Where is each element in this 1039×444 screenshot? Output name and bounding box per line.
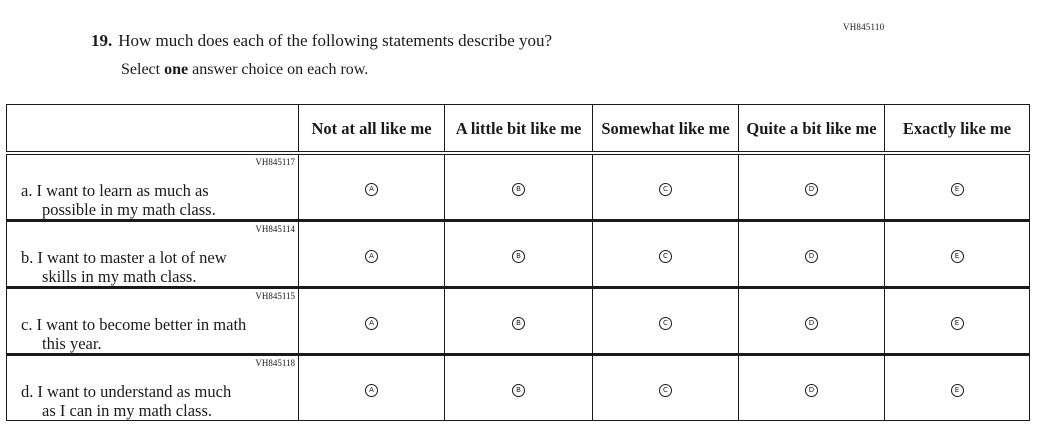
answer-bubble-a[interactable]: A bbox=[365, 384, 378, 397]
answer-bubble-e[interactable]: E bbox=[951, 384, 964, 397]
choice-cell bbox=[739, 221, 885, 288]
choice-cell bbox=[445, 153, 593, 221]
statement-cell bbox=[7, 355, 299, 421]
instruction-pre: Select bbox=[121, 61, 165, 78]
answer-bubble-c[interactable]: C bbox=[659, 250, 672, 263]
header-blank-cell bbox=[7, 105, 299, 154]
column-header: A little bit like me bbox=[445, 105, 593, 154]
item-code: VH845110 bbox=[843, 22, 885, 32]
instruction-post: answer choice on each row. bbox=[188, 61, 369, 78]
statement-text-line1: I want to understand as much bbox=[37, 382, 232, 401]
row-item-code: VH845115 bbox=[255, 291, 295, 301]
choice-cell bbox=[445, 221, 593, 288]
answer-bubble-d[interactable]: D bbox=[805, 317, 818, 330]
choice-cell bbox=[593, 221, 739, 288]
choice-cell bbox=[299, 221, 445, 288]
answer-bubble-b[interactable]: B bbox=[512, 183, 525, 196]
choice-cell bbox=[445, 288, 593, 355]
row-item-code: VH845114 bbox=[255, 224, 295, 234]
answer-bubble-d[interactable]: D bbox=[805, 250, 818, 263]
statement-letter: a. bbox=[21, 181, 33, 200]
statement-row bbox=[7, 288, 1030, 355]
question-prompt: How much does each of the following statements describe you? bbox=[118, 31, 553, 50]
choice-cell bbox=[299, 355, 445, 421]
statement-text-line2: possible in my math class. bbox=[42, 200, 216, 219]
answer-bubble-c[interactable]: C bbox=[659, 183, 672, 196]
choice-cell bbox=[885, 288, 1030, 355]
choice-cell bbox=[739, 355, 885, 421]
statement-text-line2: this year. bbox=[42, 334, 102, 353]
question-number: 19. bbox=[91, 31, 113, 50]
statement-cell bbox=[7, 288, 299, 355]
response-grid bbox=[6, 104, 1030, 421]
choice-cell bbox=[885, 221, 1030, 288]
answer-bubble-a[interactable]: A bbox=[365, 183, 378, 196]
choice-cell bbox=[739, 153, 885, 221]
question-text bbox=[91, 31, 552, 51]
answer-bubble-b[interactable]: B bbox=[512, 317, 525, 330]
answer-bubble-a[interactable]: A bbox=[365, 250, 378, 263]
statement-text-line2: skills in my math class. bbox=[42, 267, 197, 286]
statement-letter: b. bbox=[21, 248, 34, 267]
choice-cell bbox=[885, 153, 1030, 221]
choice-cell bbox=[885, 355, 1030, 421]
answer-bubble-a[interactable]: A bbox=[365, 317, 378, 330]
choice-cell bbox=[445, 355, 593, 421]
column-header: Not at all like me bbox=[299, 105, 445, 154]
choice-cell bbox=[593, 355, 739, 421]
statement-text-line2: as I can in my math class. bbox=[42, 401, 212, 420]
answer-bubble-e[interactable]: E bbox=[951, 250, 964, 263]
row-item-code: VH845117 bbox=[255, 157, 295, 167]
statement-row bbox=[7, 355, 1030, 421]
row-item-code: VH845118 bbox=[255, 358, 295, 368]
answer-bubble-c[interactable]: C bbox=[659, 384, 672, 397]
statement-text-line1: I want to learn as much as bbox=[36, 181, 209, 200]
statement-cell bbox=[7, 221, 299, 288]
answer-bubble-b[interactable]: B bbox=[512, 384, 525, 397]
header-row bbox=[7, 105, 1030, 154]
choice-cell bbox=[299, 153, 445, 221]
statement-row bbox=[7, 221, 1030, 288]
statement-letter: d. bbox=[21, 382, 34, 401]
choice-cell bbox=[593, 288, 739, 355]
statement-text-line1: I want to become better in math bbox=[36, 315, 247, 334]
column-header: Somewhat like me bbox=[593, 105, 739, 154]
choice-cell bbox=[739, 288, 885, 355]
statement-cell bbox=[7, 153, 299, 221]
instruction-emphasis: one bbox=[164, 61, 189, 78]
column-header: Quite a bit like me bbox=[739, 105, 885, 154]
answer-bubble-d[interactable]: D bbox=[805, 183, 818, 196]
statement-letter: c. bbox=[21, 315, 33, 334]
statement-row bbox=[7, 153, 1030, 221]
statement-text-line1: I want to master a lot of new bbox=[37, 248, 227, 267]
choice-cell bbox=[299, 288, 445, 355]
instruction bbox=[121, 61, 368, 79]
choice-cell bbox=[593, 153, 739, 221]
answer-bubble-e[interactable]: E bbox=[951, 183, 964, 196]
answer-bubble-e[interactable]: E bbox=[951, 317, 964, 330]
answer-bubble-c[interactable]: C bbox=[659, 317, 672, 330]
column-header: Exactly like me bbox=[885, 105, 1030, 154]
answer-bubble-d[interactable]: D bbox=[805, 384, 818, 397]
answer-bubble-b[interactable]: B bbox=[512, 250, 525, 263]
